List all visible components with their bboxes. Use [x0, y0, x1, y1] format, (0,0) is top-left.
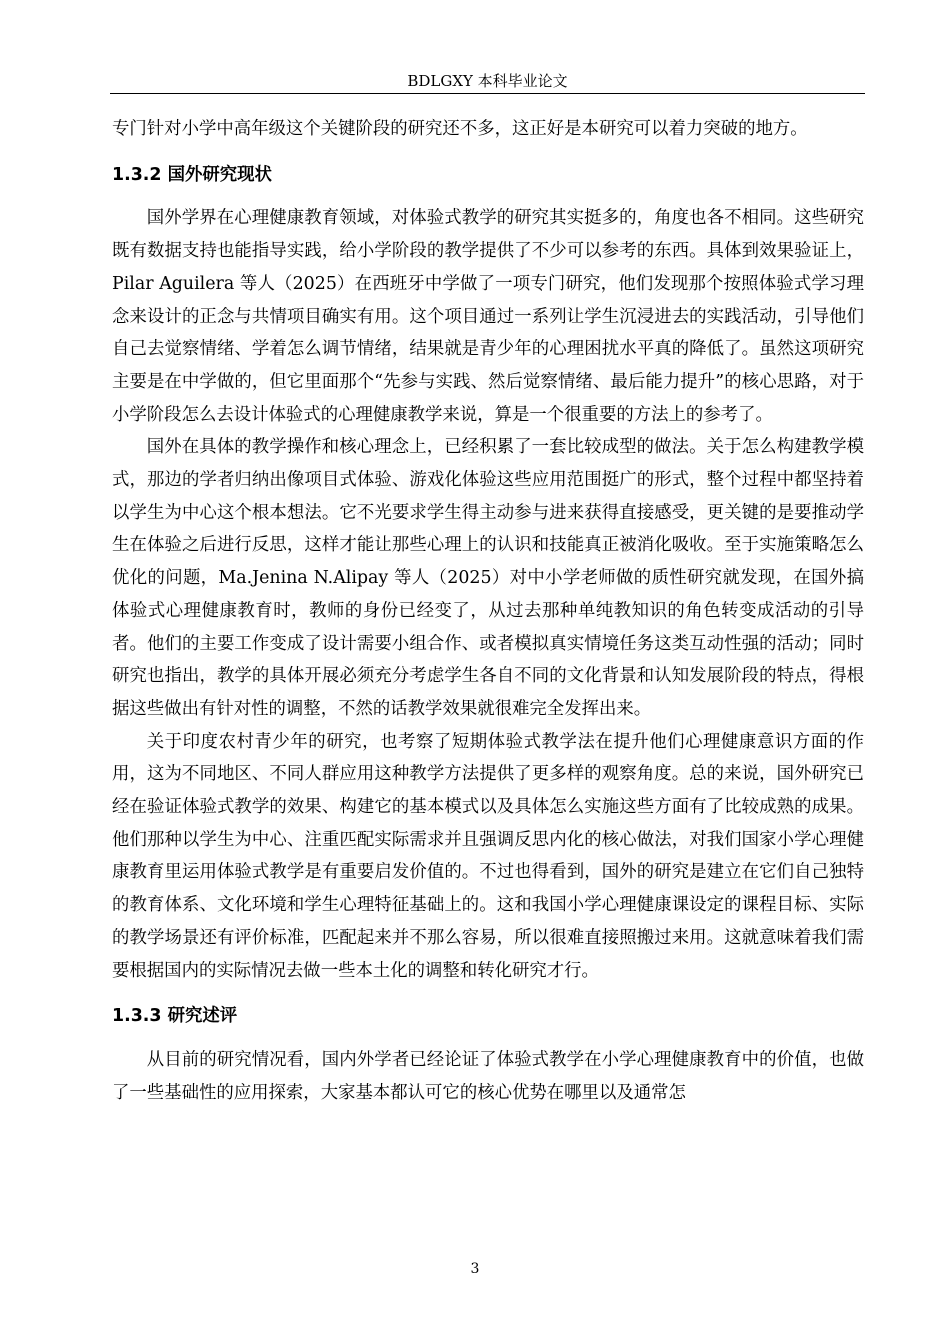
paragraph-continuation: 专门针对小学中高年级这个关键阶段的研究还不多，这正好是本研究可以着力突破的地方。 — [112, 119, 808, 139]
paragraph-review-1: 从目前的研究情况看，国内外学者已经论证了体验式教学在小学心理健康教育中的价值，也做了一些基础性的应用探索，大家基本都认可它的核心优势在哪里以及通常怎 — [112, 1049, 864, 1103]
page-number: 3 — [470, 1261, 480, 1277]
paragraph-foreign-research-1: 国外学界在心理健康教育领域，对体验式教学的研究其实挺多的，角度也各不相同。这些研究既有数据支持也能指导实践，给小学阶段的教学提供了不少可以参考的东西。具体到效果验证上，Pilar Aguilera 等人（2025）在西班牙中学做了一项专门研究，他们发现那个按照体验式学习理念来设计的正念与共情项目确实有用。这个项目通过一系列让学生沉浸进去的实践活动，引导他们自己去觉察情绪、学着怎么调节情绪，结果就是青少年的心理困扰水平真的降低了。虽然这项研究主要是在中学做的，但它里面那个“先参与实践、然后觉察情绪、最后能力提升”的核心思路，对于小学阶段怎么去设计体验式的心理健康教学来说，算是一个很重要的方法上的参考了。 — [112, 208, 864, 425]
header-divider — [110, 93, 865, 94]
section-heading-1-3-2: 1.3.2 国外研究现状 — [112, 164, 272, 185]
section-heading-1-3-3: 1.3.3 研究述评 — [112, 1006, 238, 1027]
paragraph-foreign-research-2: 国外在具体的教学操作和核心理念上，已经积累了一套比较成型的做法。关于怎么构建教学模式，那边的学者归纳出像项目式体验、游戏化体验这些应用范围挺广的形式，整个过程中都坚持着以学生为中心这个根本想法。它不光要求学生得主动参与进来获得直接感受，更关键的是要推动学生在体验之后进行反思，这样才能让那些心理上的认识和技能真正被消化吸收。至于实施策略怎么优化的问题，Ma.Jenina N.Alipay 等人（2025）对中小学老师做的质性研究就发现，在国外搞体验式心理健康教育时，教师的身份已经变了，从过去那种单纯教知识的角色转变成活动的引导者。他们的主要工作变成了设计需要小组合作、或者模拟真实情境任务这类互动性强的活动；同时研究也指出，教学的具体开展必须充分考虑学生各自不同的文化背景和认知发展阶段的特点，得根据这些做出有针对性的调整，不然的话教学效果就很难完全发挥出来。 — [112, 437, 864, 719]
page-body — [112, 113, 864, 1109]
page-header: BDLGXY 本科毕业论文 — [407, 72, 568, 90]
paragraph-foreign-research-3: 关于印度农村青少年的研究，也考察了短期体验式教学法在提升他们心理健康意识方面的作用，这为不同地区、不同人群应用这种教学方法提供了更多样的观察角度。总的来说，国外研究已经在验证体验式教学的效果、构建它的基本模式以及具体怎么实施这些方面有了比较成熟的成果。他们那种以学生为中心、注重匹配实际需求并且强调反思内化的核心做法，对我们国家小学心理健康教育里运用体验式教学是有重要启发价值的。不过也得看到，国外的研究是建立在它们自己独特的教育体系、文化环境和学生心理特征基础上的。这和我国小学心理健康课设定的课程目标、实际的教学场景还有评价标准，匹配起来并不那么容易，所以很难直接照搬过来用。这就意味着我们需要根据国内的实际情况去做一些本土化的调整和转化研究才行。 — [112, 731, 864, 981]
